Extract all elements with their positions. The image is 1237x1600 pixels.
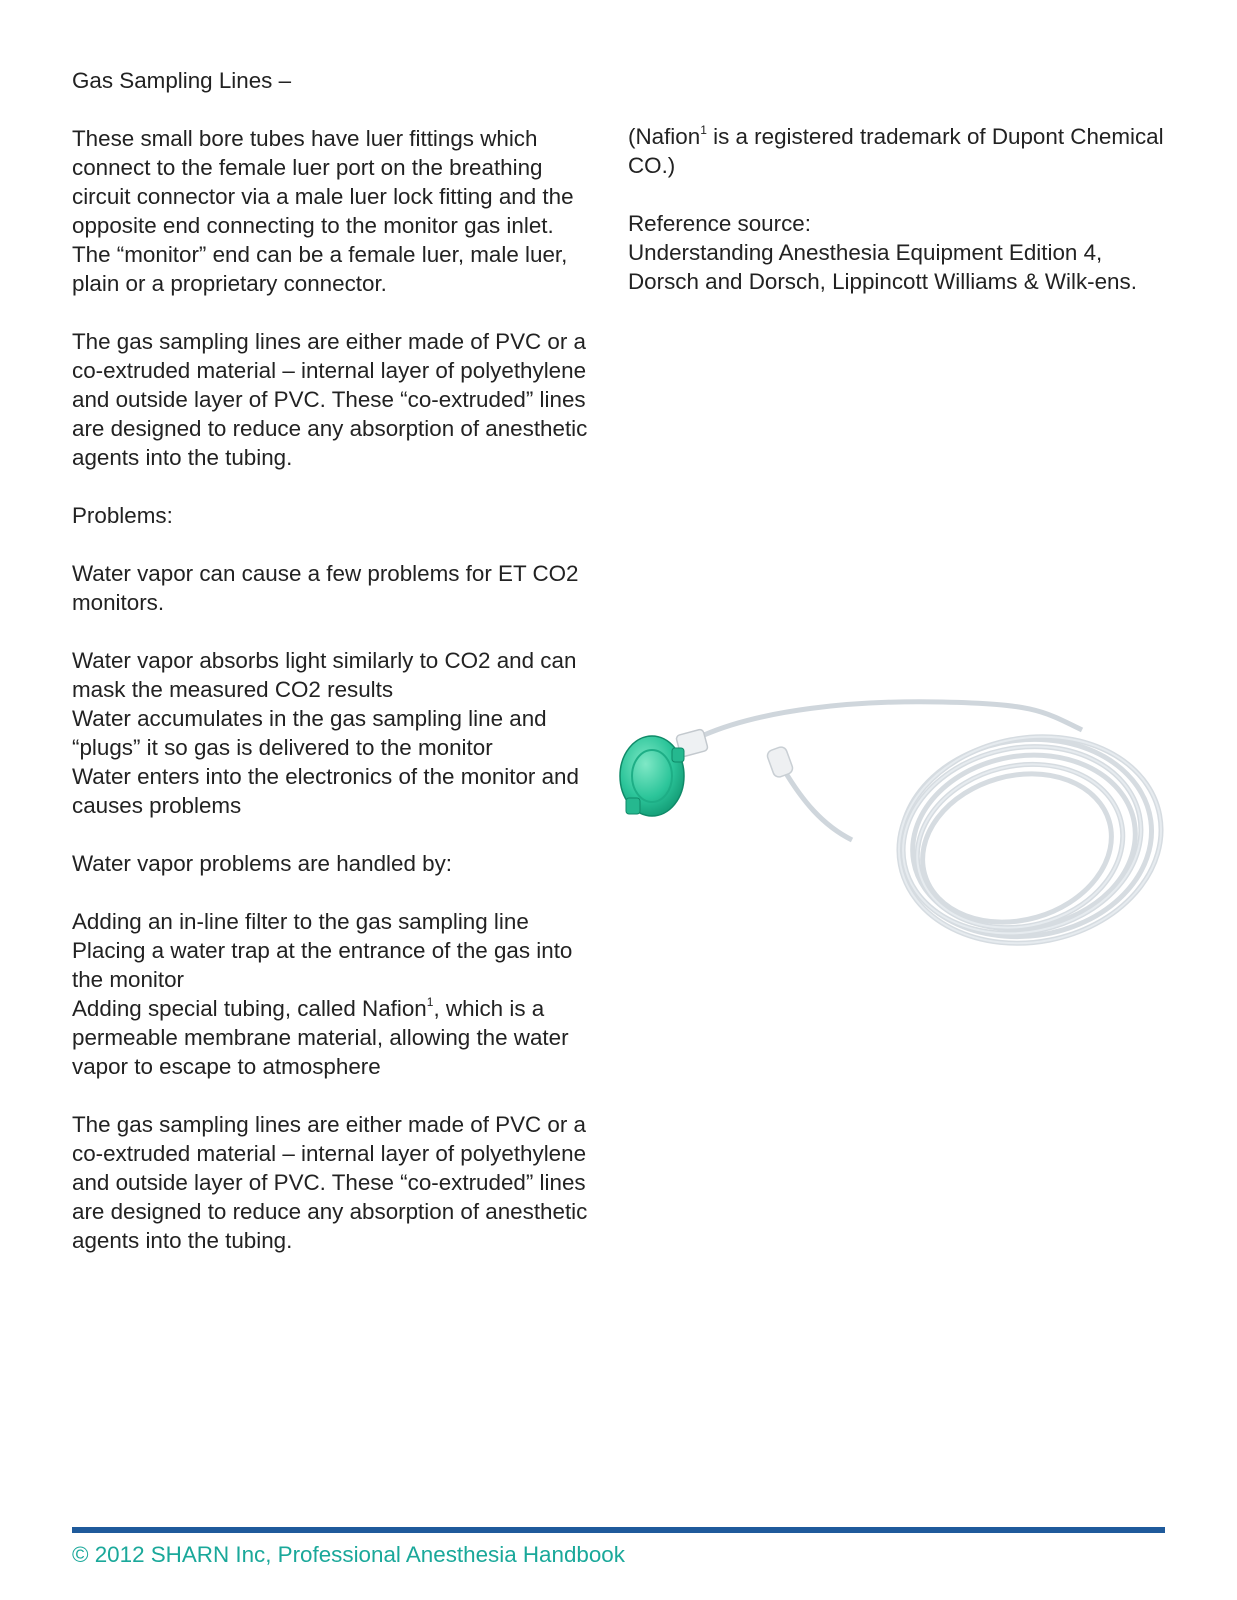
solution-item [72, 994, 592, 1081]
note-text: (Nafion [628, 124, 701, 149]
right-column [628, 122, 1168, 325]
gas-sampling-line-photo [612, 690, 1172, 990]
footnote-marker: 1 [700, 122, 707, 137]
solution-text: , which is a permeable membrane material, allowing the water vapor to escape to atmosphere [72, 996, 569, 1079]
problems-heading: Problems: [72, 503, 173, 528]
section-title: Gas Sampling Lines – [72, 68, 292, 93]
trademark-note [628, 122, 1168, 180]
paragraph-materials-repeat: The gas sampling lines are either made of PVC or a co-extruded material – internal layer of polyethylene and outside layer of PVC. These “co-extruded” lines are designed to reduce any absorption of anesthetic agents into the tubing. [72, 1112, 588, 1253]
handled-heading: Water vapor problems are handled by: [72, 851, 453, 876]
paragraph-water-vapor: Water vapor can cause a few problems for ET CO2 monitors. [72, 561, 579, 615]
problems-list [72, 646, 592, 820]
note-text: is a registered trademark of Dupont Chemical CO.) [628, 124, 1164, 178]
luer-connector-icon [766, 745, 794, 778]
footer-text: © 2012 SHARN Inc, Professional Anesthesia Handbook [72, 1542, 625, 1567]
footnote-marker: 1 [426, 994, 434, 1009]
solution-text: Adding special tubing, called Nafion [72, 996, 427, 1021]
problem-item: Water accumulates in the gas sampling line and “plugs” it so gas is delivered to the monitor [72, 706, 547, 760]
problem-item: Water enters into the electronics of the monitor and causes problems [72, 764, 579, 818]
left-column [72, 66, 592, 1284]
paragraph-luer-fittings: These small bore tubes have luer fittings which connect to the female luer port on the breathing circuit connector via a male luer lock fitting and the opposite end connecting to the monitor gas inlet. The “monitor” end can be a female luer, male luer, plain or a proprietary connector. [72, 126, 574, 296]
reference-text: Understanding Anesthesia Equipment Edition 4, Dorsch and Dorsch, Lippincott Williams & Wilk-ens. [628, 240, 1137, 294]
solutions-list [72, 907, 592, 1081]
paragraph-materials: The gas sampling lines are either made of PVC or a co-extruded material – internal layer of polyethylene and outside layer of PVC. These “co-extruded” lines are designed to reduce any absorption of anesthetic agents into the tubing. [72, 329, 588, 470]
reference-label: Reference source: [628, 211, 811, 236]
solution-item: Placing a water trap at the entrance of the gas into the monitor [72, 938, 573, 992]
footer-rule [72, 1527, 1165, 1533]
solution-item: Adding an in-line filter to the gas sampling line [72, 909, 529, 934]
inline-filter-icon [620, 736, 684, 816]
tubing-lead [704, 702, 1082, 735]
problem-item: Water vapor absorbs light similarly to CO2 and can mask the measured CO2 results [72, 648, 577, 702]
tubing-coil [881, 715, 1172, 966]
